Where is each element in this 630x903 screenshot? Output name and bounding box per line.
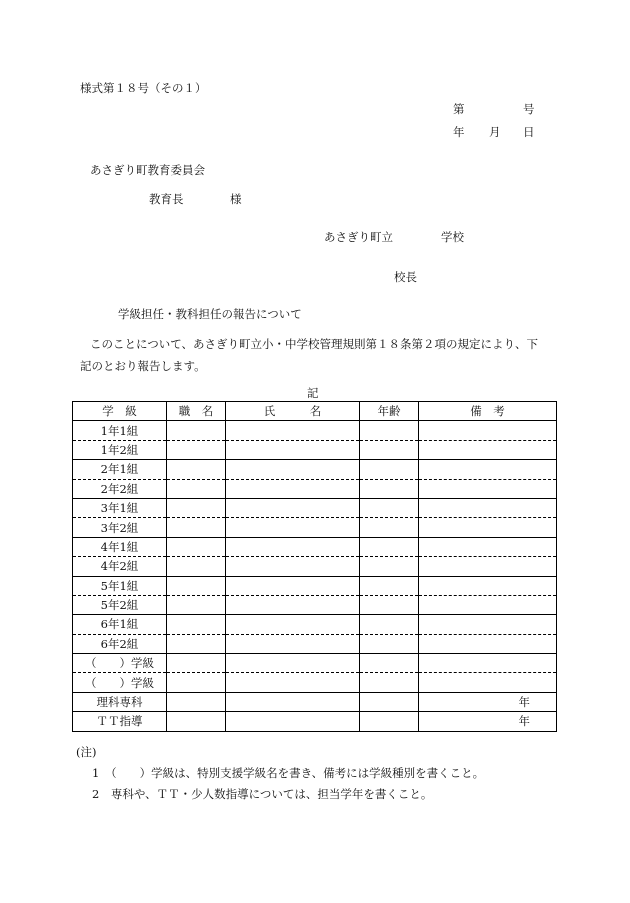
table-row xyxy=(73,557,557,576)
table-row xyxy=(73,498,557,517)
row-class: 6年2組 xyxy=(73,634,167,653)
addressee-honorific: 様 xyxy=(230,192,242,206)
cell-age[interactable] xyxy=(360,692,419,711)
table-row xyxy=(73,576,557,595)
cell-age[interactable] xyxy=(360,634,419,653)
header-age: 年齢 xyxy=(360,402,419,421)
cell-position[interactable] xyxy=(167,518,226,537)
date-month: 月 xyxy=(489,125,501,139)
cell-age[interactable] xyxy=(360,615,419,634)
cell-age[interactable] xyxy=(360,557,419,576)
cell-remarks[interactable] xyxy=(419,634,557,653)
cell-name[interactable] xyxy=(226,537,360,556)
cell-position[interactable] xyxy=(167,537,226,556)
cell-position[interactable] xyxy=(167,595,226,614)
cell-age[interactable] xyxy=(360,576,419,595)
notes-heading: (注) xyxy=(76,745,97,759)
cell-name[interactable] xyxy=(226,557,360,576)
cell-position[interactable] xyxy=(167,498,226,517)
table-row xyxy=(73,712,557,731)
report-table xyxy=(72,401,557,732)
cell-age[interactable] xyxy=(360,421,419,440)
cell-name[interactable] xyxy=(226,692,360,711)
cell-position[interactable] xyxy=(167,460,226,479)
table-row xyxy=(73,673,557,692)
cell-position[interactable] xyxy=(167,576,226,595)
form-number: 様式第１８号（その１） xyxy=(80,81,207,95)
cell-remarks[interactable] xyxy=(419,479,557,498)
cell-age[interactable] xyxy=(360,479,419,498)
cell-name[interactable] xyxy=(226,479,360,498)
addressee-title: 教育長 xyxy=(149,192,184,206)
cell-remarks[interactable]: 年 xyxy=(419,692,557,711)
cell-remarks[interactable] xyxy=(419,537,557,556)
cell-age[interactable] xyxy=(360,440,419,459)
row-class: 2年1組 xyxy=(73,460,167,479)
cell-name[interactable] xyxy=(226,595,360,614)
row-class: ＴＴ指導 xyxy=(73,712,167,731)
cell-position[interactable] xyxy=(167,440,226,459)
sender-principal: 校長 xyxy=(394,270,417,284)
cell-remarks[interactable] xyxy=(419,673,557,692)
addressee-board: あさぎり町教育委員会 xyxy=(90,163,205,177)
sender-town: あさぎり町立 xyxy=(324,230,393,244)
cell-name[interactable] xyxy=(226,498,360,517)
cell-position[interactable] xyxy=(167,557,226,576)
cell-remarks[interactable] xyxy=(419,557,557,576)
sender-school: 学校 xyxy=(441,230,464,244)
row-class: 4年1組 xyxy=(73,537,167,556)
cell-name[interactable] xyxy=(226,634,360,653)
table-row xyxy=(73,692,557,711)
date-day: 日 xyxy=(523,125,535,139)
row-class: 3年1組 xyxy=(73,498,167,517)
table-header-row xyxy=(73,402,557,421)
cell-age[interactable] xyxy=(360,537,419,556)
cell-name[interactable] xyxy=(226,518,360,537)
cell-age[interactable] xyxy=(360,518,419,537)
header-position: 職 名 xyxy=(167,402,226,421)
cell-age[interactable] xyxy=(360,712,419,731)
cell-remarks[interactable] xyxy=(419,498,557,517)
cell-remarks[interactable] xyxy=(419,518,557,537)
cell-position[interactable] xyxy=(167,634,226,653)
cell-name[interactable] xyxy=(226,421,360,440)
cell-remarks[interactable] xyxy=(419,460,557,479)
cell-position[interactable] xyxy=(167,479,226,498)
cell-age[interactable] xyxy=(360,498,419,517)
cell-age[interactable] xyxy=(360,460,419,479)
cell-position[interactable] xyxy=(167,692,226,711)
cell-position[interactable] xyxy=(167,673,226,692)
table-row xyxy=(73,460,557,479)
cell-name[interactable] xyxy=(226,460,360,479)
row-class: 3年2組 xyxy=(73,518,167,537)
cell-remarks[interactable]: 年 xyxy=(419,712,557,731)
ref-no-prefix: 第 xyxy=(453,102,465,116)
cell-position[interactable] xyxy=(167,654,226,673)
body-line-1: このことについて、あさぎり町立小・中学校管理規則第１８条第２項の規定により、下 xyxy=(90,337,539,351)
ki-heading: 記 xyxy=(307,386,319,400)
header-name: 氏 名 xyxy=(226,402,360,421)
row-class: 6年1組 xyxy=(73,615,167,634)
cell-remarks[interactable] xyxy=(419,421,557,440)
note-item-2: 2 専科や、ＴＴ・少人数指導については、担当学年を書くこと。 xyxy=(92,787,433,801)
cell-remarks[interactable] xyxy=(419,576,557,595)
cell-position[interactable] xyxy=(167,615,226,634)
table-row xyxy=(73,654,557,673)
cell-position[interactable] xyxy=(167,421,226,440)
cell-name[interactable] xyxy=(226,440,360,459)
cell-position[interactable] xyxy=(167,712,226,731)
table-row xyxy=(73,421,557,440)
row-class: （ ）学級 xyxy=(73,673,167,692)
cell-remarks[interactable] xyxy=(419,615,557,634)
row-class: （ ）学級 xyxy=(73,654,167,673)
table-row xyxy=(73,518,557,537)
table-row xyxy=(73,537,557,556)
cell-age[interactable] xyxy=(360,595,419,614)
row-class: 5年2組 xyxy=(73,595,167,614)
table-row xyxy=(73,634,557,653)
cell-name[interactable] xyxy=(226,654,360,673)
row-class: 1年1組 xyxy=(73,421,167,440)
cell-name[interactable] xyxy=(226,615,360,634)
row-class: 理科専科 xyxy=(73,692,167,711)
cell-remarks[interactable] xyxy=(419,654,557,673)
note-item-1: 1 （ ）学級は、特別支援学級名を書き、備考には学級種別を書くこと。 xyxy=(92,766,485,780)
cell-remarks[interactable] xyxy=(419,440,557,459)
ref-no-suffix: 号 xyxy=(523,102,535,116)
body-line-2: 記のとおり報告します。 xyxy=(80,359,206,373)
subject: 学級担任・教科担任の報告について xyxy=(118,307,302,321)
table-row xyxy=(73,595,557,614)
header-remarks: 備 考 xyxy=(419,402,557,421)
row-class: 2年2組 xyxy=(73,479,167,498)
cell-remarks[interactable] xyxy=(419,595,557,614)
row-class: 1年2組 xyxy=(73,440,167,459)
date-year: 年 xyxy=(453,125,465,139)
cell-name[interactable] xyxy=(226,576,360,595)
table-row xyxy=(73,479,557,498)
row-class: 4年2組 xyxy=(73,557,167,576)
table-row xyxy=(73,615,557,634)
cell-age[interactable] xyxy=(360,654,419,673)
cell-name[interactable] xyxy=(226,673,360,692)
header-class: 学 級 xyxy=(73,402,167,421)
table-row xyxy=(73,440,557,459)
cell-age[interactable] xyxy=(360,673,419,692)
row-class: 5年1組 xyxy=(73,576,167,595)
cell-name[interactable] xyxy=(226,712,360,731)
